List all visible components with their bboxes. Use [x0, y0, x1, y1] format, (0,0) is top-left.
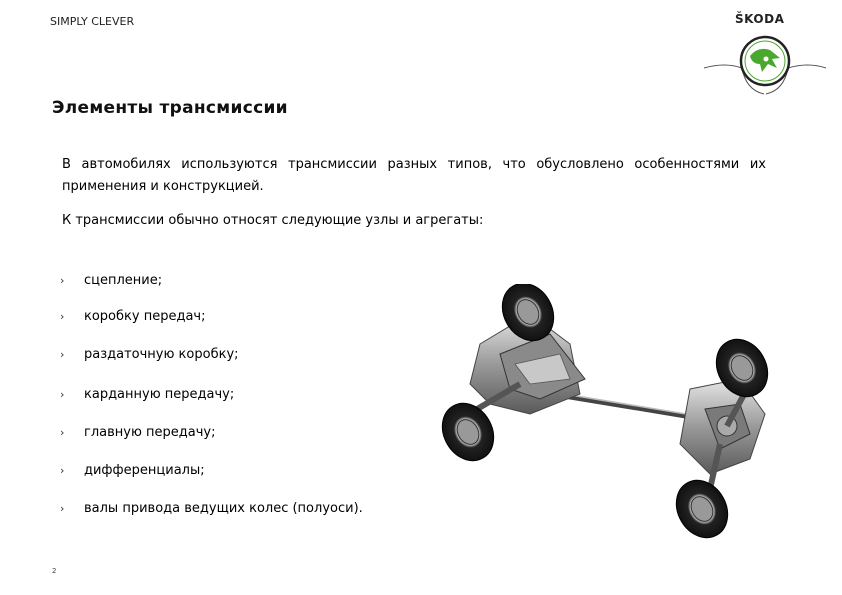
awd-chassis-illustration — [420, 284, 792, 540]
skoda-winged-arrow-icon — [700, 28, 830, 100]
bullet-marker: › — [60, 274, 65, 287]
slide-title: Элементы трансмиссии — [52, 98, 288, 118]
skoda-logo — [700, 28, 830, 100]
bullet-marker: › — [60, 426, 65, 439]
slogan-text: SIMPLY CLEVER — [50, 15, 135, 28]
page-number: 2 — [52, 567, 57, 575]
brand-wordmark: ŠKODA — [735, 12, 785, 26]
drivetrain-image — [420, 284, 792, 540]
list-item: › сцепление; — [60, 273, 163, 288]
bullet-marker: › — [60, 348, 65, 361]
bullet-marker: › — [60, 464, 65, 477]
list-item: › главную передачу; — [60, 425, 216, 440]
list-item: › коробку передач; — [60, 309, 206, 324]
list-item: › валы привода ведущих колес (полуоси). — [60, 501, 363, 516]
list-item: › карданную передачу; — [60, 387, 235, 402]
bullet-marker: › — [60, 310, 65, 323]
list-item: › дифференциалы; — [60, 463, 205, 478]
bullet-marker: › — [60, 502, 65, 515]
list-item: › раздаточную коробку; — [60, 347, 239, 362]
intro-paragraph: В автомобилях используются трансмиссии разных типов, что обусловлено особенностями их применения и конструкцией. — [62, 157, 766, 194]
bullet-marker: › — [60, 388, 65, 401]
list-intro-paragraph: К трансмиссии обычно относят следующие узлы и агрегаты: — [62, 213, 484, 228]
